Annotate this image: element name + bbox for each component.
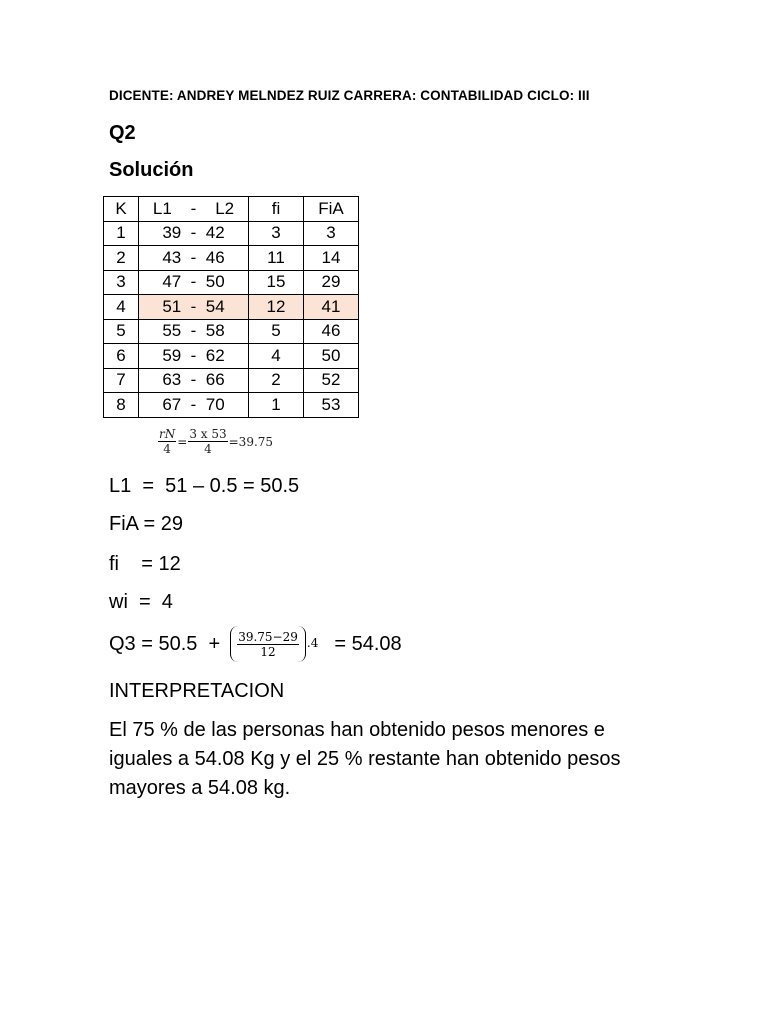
- table-header-row: [104, 197, 359, 222]
- cell-k: 4: [104, 295, 139, 320]
- fraction-denominator: 12: [260, 644, 276, 659]
- fraction-denominator: 4: [163, 442, 171, 456]
- frequency-table: [103, 196, 359, 418]
- table-row: [104, 319, 359, 344]
- fraction-numerator: rN: [159, 427, 176, 441]
- cell-fia: 14: [304, 246, 359, 271]
- fraction-3x53-over-4: [188, 427, 227, 456]
- cell-interval: 39 - 42: [139, 221, 249, 246]
- solution-title: Solución: [109, 159, 194, 181]
- cell-k: 1: [104, 221, 139, 246]
- cell-interval: 47 - 50: [139, 270, 249, 295]
- fraction-numerator: 39.75−29: [238, 629, 298, 644]
- student-header: DICENTE: ANDREY MELNDEZ RUIZ CARRERA: CONTABILIDAD CICLO: III: [109, 88, 590, 103]
- cell-k: 8: [104, 393, 139, 418]
- position-formula: [157, 427, 273, 456]
- q3-parenthesis: [230, 626, 306, 662]
- cell-fia: 53: [304, 393, 359, 418]
- cell-fi: 5: [249, 319, 304, 344]
- cell-fia: 52: [304, 368, 359, 393]
- cell-fi: 3: [249, 221, 304, 246]
- q3-prefix: Q3 = 50.5 +: [109, 632, 221, 655]
- cell-fi: 15: [249, 270, 304, 295]
- equals-sign: =: [177, 434, 188, 449]
- cell-k: 3: [104, 270, 139, 295]
- fia-value: FiA = 29: [109, 513, 183, 535]
- cell-fi: 11: [249, 246, 304, 271]
- formula-result: =39.75: [228, 434, 274, 449]
- cell-interval: 55 - 58: [139, 319, 249, 344]
- cell-k: 2: [104, 246, 139, 271]
- q3-formula: [109, 626, 402, 662]
- q3-fraction: [237, 630, 299, 659]
- header-fi: fi: [249, 197, 304, 222]
- table-row: [104, 393, 359, 418]
- table-row: [104, 221, 359, 246]
- cell-fia: 50: [304, 344, 359, 369]
- table-row: [104, 344, 359, 369]
- fi-value: fi = 12: [109, 553, 181, 575]
- cell-k: 7: [104, 368, 139, 393]
- cell-interval: 67 - 70: [139, 393, 249, 418]
- header-k: K: [104, 197, 139, 222]
- q3-multiplier: .4: [306, 636, 319, 650]
- table-row: [104, 270, 359, 295]
- table-row-highlighted: [104, 295, 359, 320]
- cell-interval: 43 - 46: [139, 246, 249, 271]
- table-row: [104, 246, 359, 271]
- table-row: [104, 368, 359, 393]
- cell-fia: 46: [304, 319, 359, 344]
- q3-result: = 54.08: [334, 632, 402, 655]
- cell-fia: 3: [304, 221, 359, 246]
- cell-fia: 29: [304, 270, 359, 295]
- cell-interval: 63 - 66: [139, 368, 249, 393]
- header-fia: FiA: [304, 197, 359, 222]
- cell-k: 6: [104, 344, 139, 369]
- header-interval: L1 - L2: [139, 197, 249, 222]
- fraction-numerator: 3 x 53: [189, 427, 227, 441]
- interpretation-title: INTERPRETACION: [109, 680, 285, 702]
- cell-interval: 51 - 54: [139, 295, 249, 320]
- cell-k: 5: [104, 319, 139, 344]
- cell-fi: 2: [249, 368, 304, 393]
- fraction-denominator: 4: [204, 442, 212, 456]
- cell-fi: 12: [249, 295, 304, 320]
- cell-fi: 4: [249, 344, 304, 369]
- l1-calculation: L1 = 51 – 0.5 = 50.5: [109, 475, 300, 497]
- cell-fia: 41: [304, 295, 359, 320]
- fraction-rn-over-4: [158, 427, 176, 456]
- question-title: Q2: [109, 122, 136, 144]
- cell-fi: 1: [249, 393, 304, 418]
- cell-interval: 59 - 62: [139, 344, 249, 369]
- interpretation-text: El 75 % de las personas han obtenido pesos menores e iguales a 54.08 Kg y el 25 % restante han obtenido pesos mayores a 54.08 kg.: [109, 719, 621, 799]
- wi-value: wi = 4: [109, 591, 173, 613]
